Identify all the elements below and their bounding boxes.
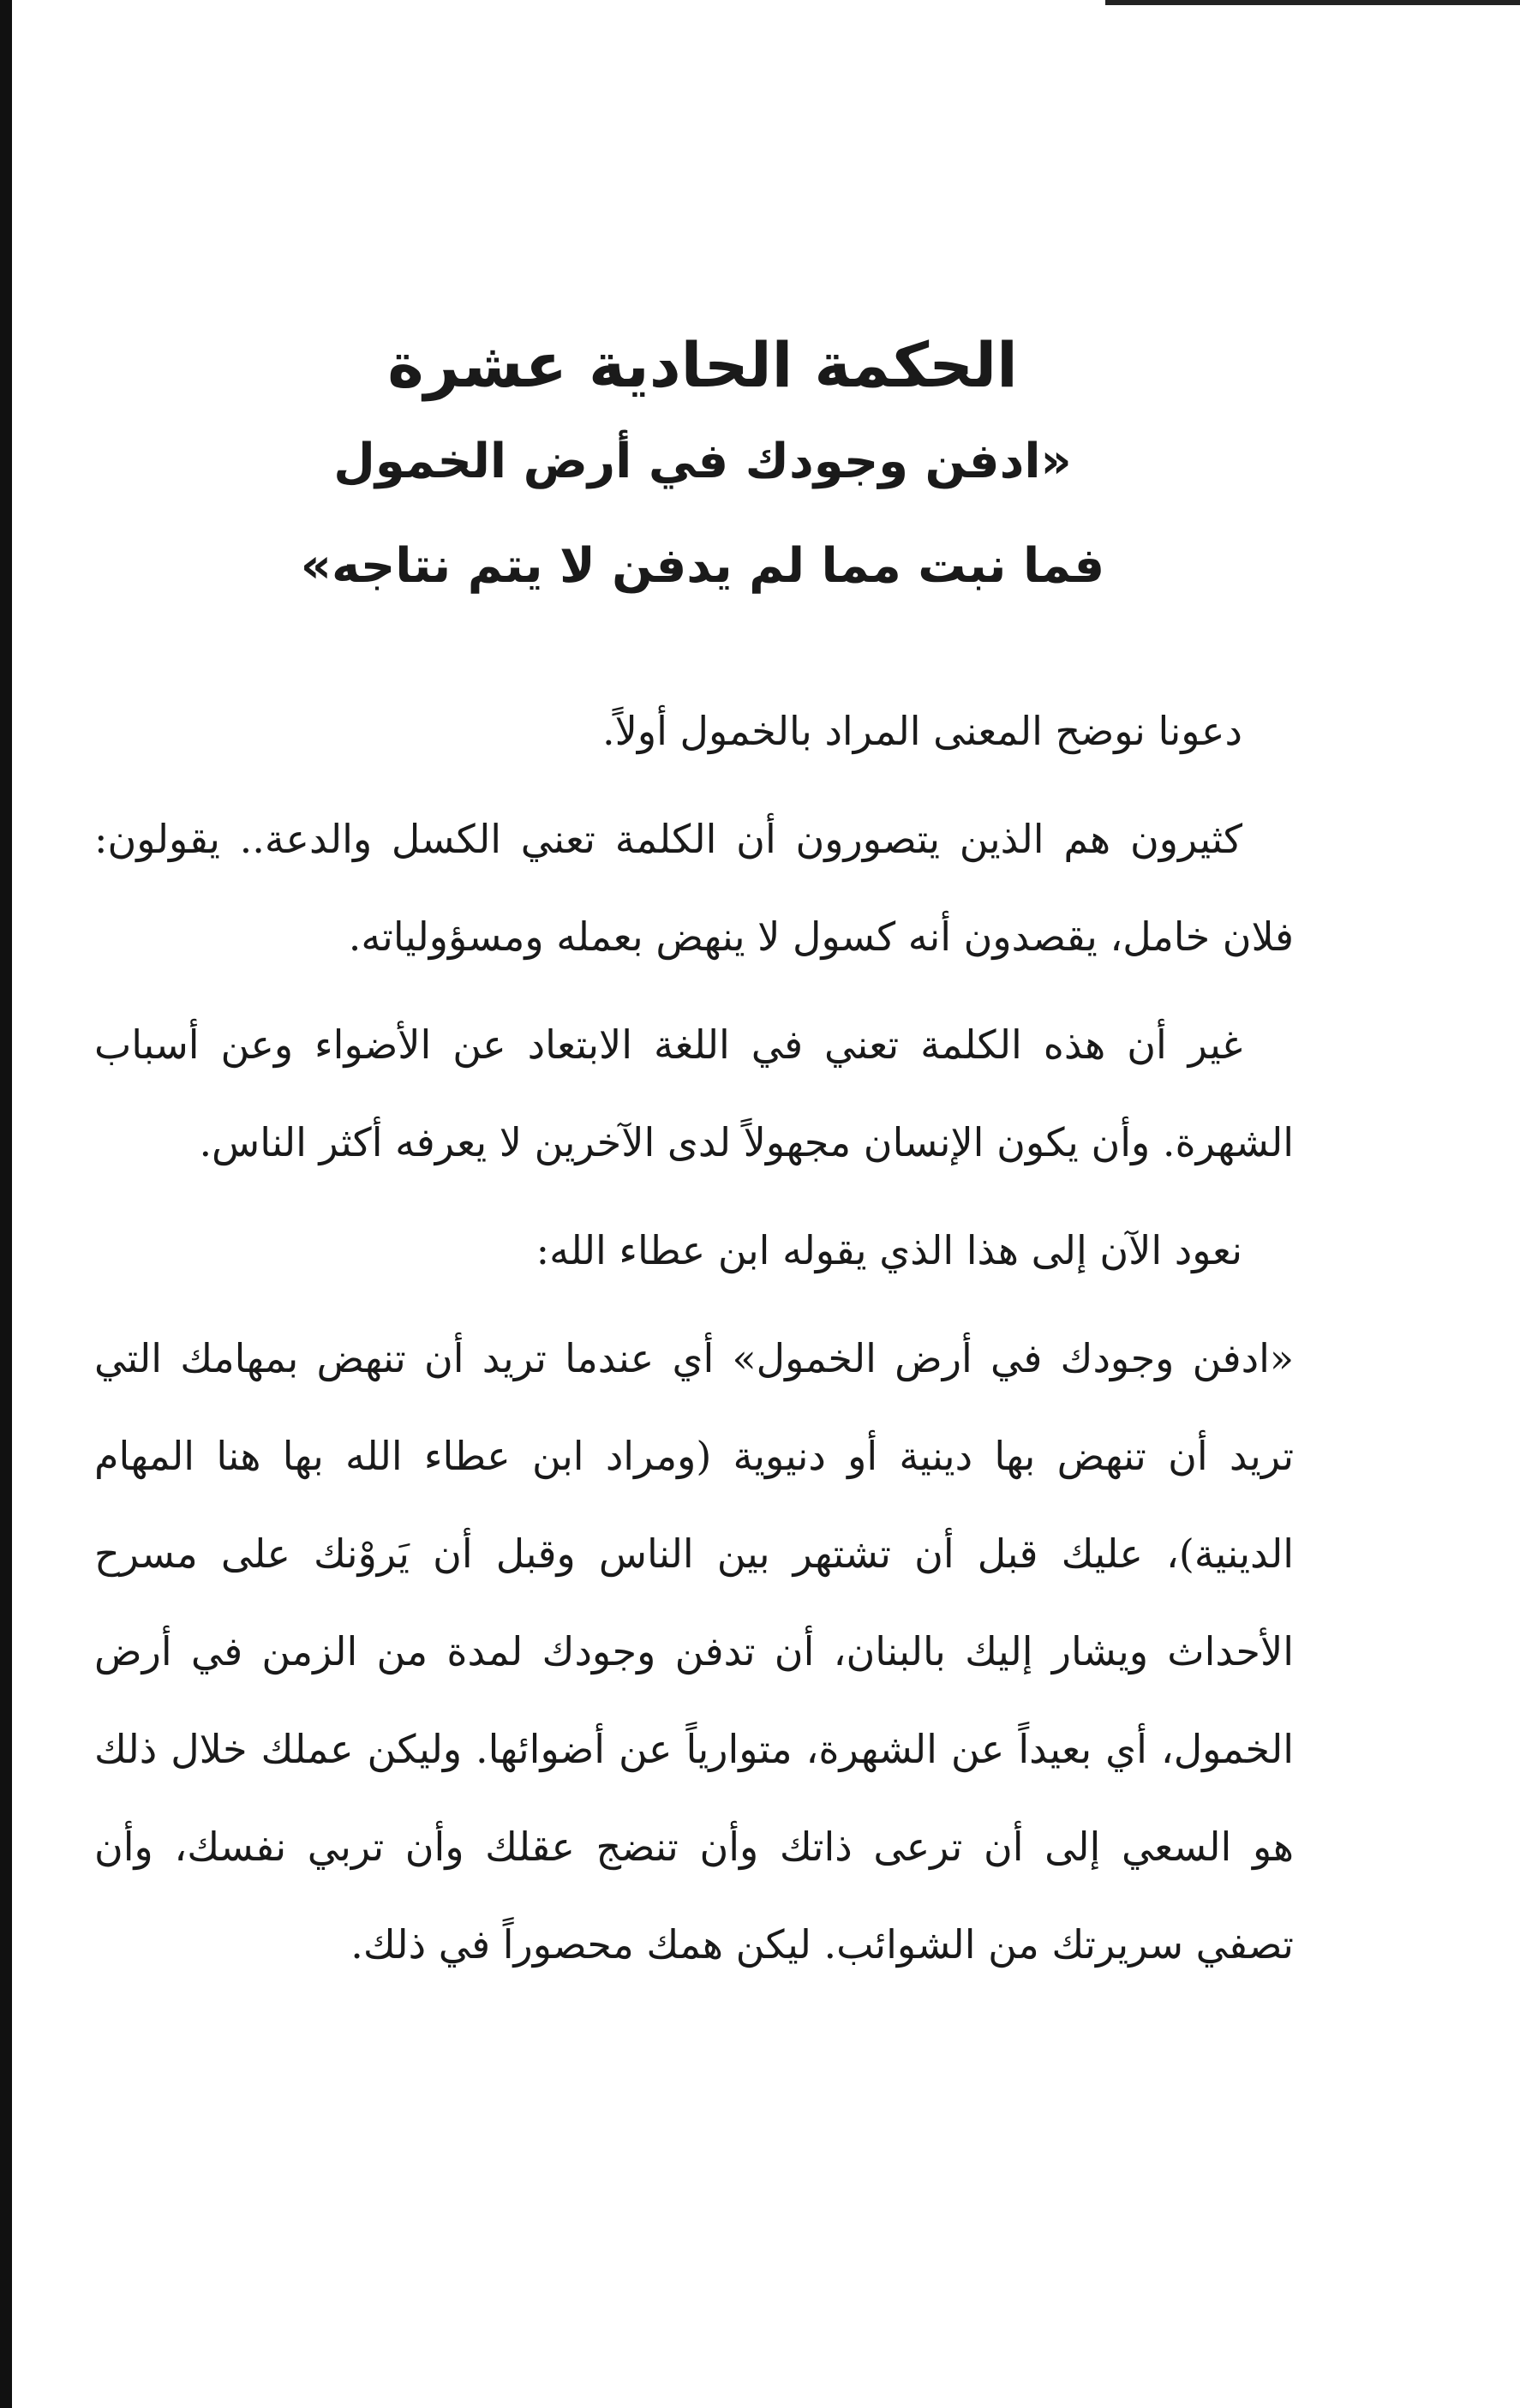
paragraph-3: غير أن هذه الكلمة تعني في اللغة الابتعاد عن الأضواء وعن أسباب الشهرة. وأن يكون الإنسان مجهولاً لدى الآخرين لا يعرفه أكثر الناس.	[94, 1021, 1294, 1165]
body-text	[94, 682, 1294, 1993]
book-page	[94, 326, 1294, 2004]
paragraph-2: كثيرون هم الذين يتصورون أن الكلمة تعني الكسل والدعة.. يقولون: فلان خامل، يقصدون أنه كسول لا ينهض بعمله ومسؤولياته.	[94, 815, 1294, 960]
paragraph-5: «ادفن وجودك في أرض الخمول» أي عندما تريد أن تنهض بمهامك التي تريد أن تنهض بها دينية أو دنيوية (ومراد ابن عطاء الله بها هنا المهام الدينية)، عليك قبل أن تشتهر بين الناس وقبل أن يَروْنك على مسرح الأحداث ويشار إليك بالبنان، أن تدفن وجودك لمدة من الزمن في أرض الخمول، أي بعيداً عن الشهرة، متوارياً عن أضوائها. وليكن عملك خلال ذلك هو السعي إلى أن ترعى ذاتك وأن تنضج عقلك وأن تربي نفسك، وأن تصفي سريرتك من الشوائب. ليكن همك محصوراً في ذلك.	[94, 1334, 1294, 1968]
scan-border-left	[0, 0, 12, 2408]
paragraph-4: نعود الآن إلى هذا الذي يقوله ابن عطاء الله:	[536, 1226, 1242, 1273]
quote-line-1: «ادفن وجودك في أرض الخمول	[333, 433, 1072, 489]
paragraph-1: دعونا نوضح المعنى المراد بالخمول أولاً.	[602, 707, 1242, 754]
chapter-quote	[94, 432, 1294, 596]
quote-line-2: فما نبت مما لم يدفن لا يتم نتاجه»	[300, 537, 1105, 594]
chapter-title: الحكمة الحادية عشرة	[387, 329, 1018, 401]
scan-border-top	[1105, 0, 1520, 5]
